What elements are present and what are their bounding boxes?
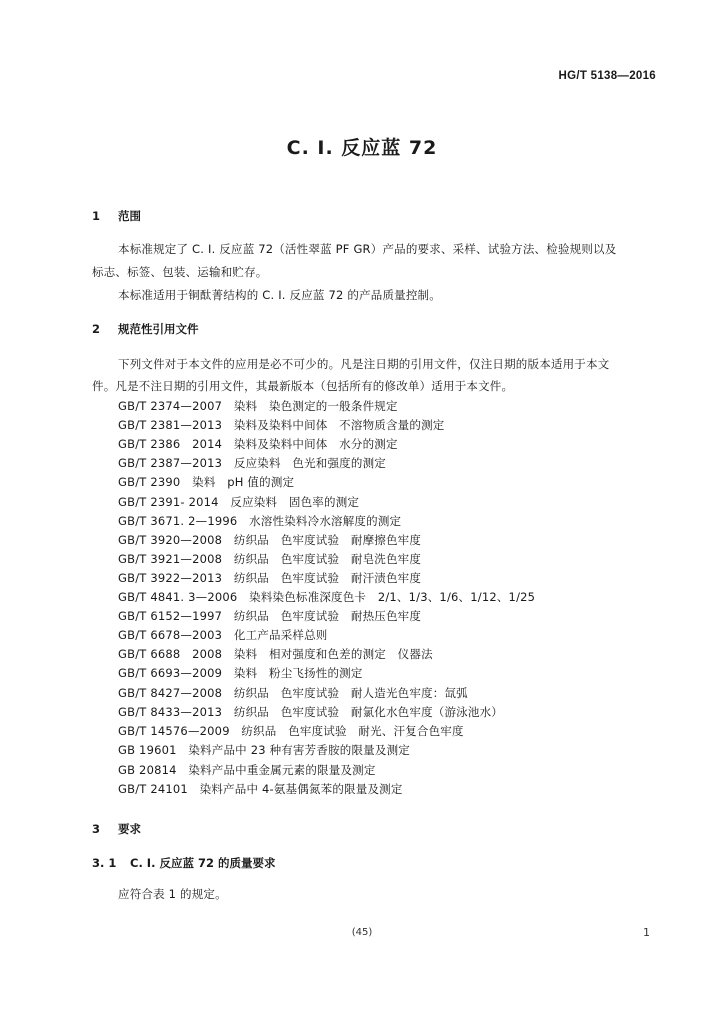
reference-item: GB/T 6152—1997 纺织品 色牢度试验 耐热压色牢度 (118, 609, 422, 623)
subsection-heading-quality (92, 855, 275, 871)
reference-item: GB/T 24101 染料产品中 4-氨基偶氮苯的限量及测定 (118, 782, 403, 796)
section-number: 1 (92, 209, 101, 223)
reference-item: GB/T 2386 2014 染料及染料中间体 水分的测定 (118, 437, 398, 451)
reference-item: GB 19601 染料产品中 23 种有害芳香胺的限量及测定 (118, 743, 410, 757)
reference-item: GB/T 3671. 2—1996 水溶性染料冷水溶解度的测定 (118, 514, 402, 528)
reference-item: GB/T 6688 2008 染料 相对强度和色差的测定 仪器法 (118, 647, 433, 661)
reference-item: GB/T 2391- 2014 反应染料 固色率的测定 (118, 495, 360, 509)
reference-item: GB/T 6678—2003 化工产品采样总则 (118, 628, 328, 642)
reference-item: GB/T 8433—2013 纺织品 色牢度试验 耐氯化水色牢度（游泳池水） (118, 705, 503, 719)
reference-item: GB/T 3920—2008 纺织品 色牢度试验 耐摩擦色牢度 (118, 533, 422, 547)
reference-item: GB/T 2381—2013 染料及染料中间体 不溶物质含量的测定 (118, 418, 445, 432)
section-heading-normative-references (92, 321, 199, 337)
reference-item: GB/T 2390 染料 pH 值的测定 (118, 475, 295, 489)
paragraph-line: 标志、标签、包装、运输和贮存。 (92, 265, 268, 279)
document-title: C. I. 反应蓝 72 (286, 137, 438, 159)
section-title: 规范性引用文件 (118, 322, 199, 336)
reference-item: GB/T 14576—2009 纺织品 色牢度试验 耐光、汗复合色牢度 (118, 724, 464, 738)
reference-item: GB/T 2374—2007 染料 染色测定的一般条件规定 (118, 399, 398, 413)
reference-item: GB 20814 染料产品中重金属元素的限量及测定 (118, 763, 376, 777)
paragraph-line: 下列文件对于本文件的应用是必不可少的。凡是注日期的引用文件，仅注日期的版本适用于本文 (118, 357, 610, 371)
section-title: 要求 (118, 822, 141, 836)
paragraph-line: 本标准规定了 C. I. 反应蓝 72（活性翠蓝 PF GR）产品的要求、采样、试验方法、检验规则以及 (118, 242, 617, 256)
page-label: (45) (351, 927, 373, 938)
paragraph-line: 应符合表 1 的规定。 (118, 887, 227, 901)
reference-item: GB/T 3922—2013 纺织品 色牢度试验 耐汗渍色牢度 (118, 571, 422, 585)
section-title: 范围 (118, 209, 141, 223)
reference-item: GB/T 8427—2008 纺织品 色牢度试验 耐人造光色牢度：氙弧 (118, 686, 468, 700)
subsection-number: 3. 1 (92, 856, 117, 870)
document-id: HG/T 5138—2016 (558, 70, 656, 82)
subsection-title: C. I. 反应蓝 72 的质量要求 (130, 856, 276, 870)
section-heading-scope (92, 208, 141, 224)
page-number: 1 (643, 926, 650, 939)
section-heading-requirements (92, 821, 141, 837)
reference-item: GB/T 6693—2009 染料 粉尘飞扬性的测定 (118, 666, 363, 680)
reference-item: GB/T 3921—2008 纺织品 色牢度试验 耐皂洗色牢度 (118, 552, 422, 566)
reference-item: GB/T 4841. 3—2006 染料染色标准深度色卡 2/1、1/3、1/6、1/12、1/25 (118, 590, 536, 604)
section-number: 2 (92, 322, 101, 336)
paragraph-line: 本标准适用于铜酞菁结构的 C. I. 反应蓝 72 的产品质量控制。 (118, 288, 441, 302)
reference-item: GB/T 2387—2013 反应染料 色光和强度的测定 (118, 456, 386, 470)
section-number: 3 (92, 822, 101, 836)
paragraph-line: 件。凡是不注日期的引用文件，其最新版本（包括所有的修改单）适用于本文件。 (92, 379, 514, 393)
